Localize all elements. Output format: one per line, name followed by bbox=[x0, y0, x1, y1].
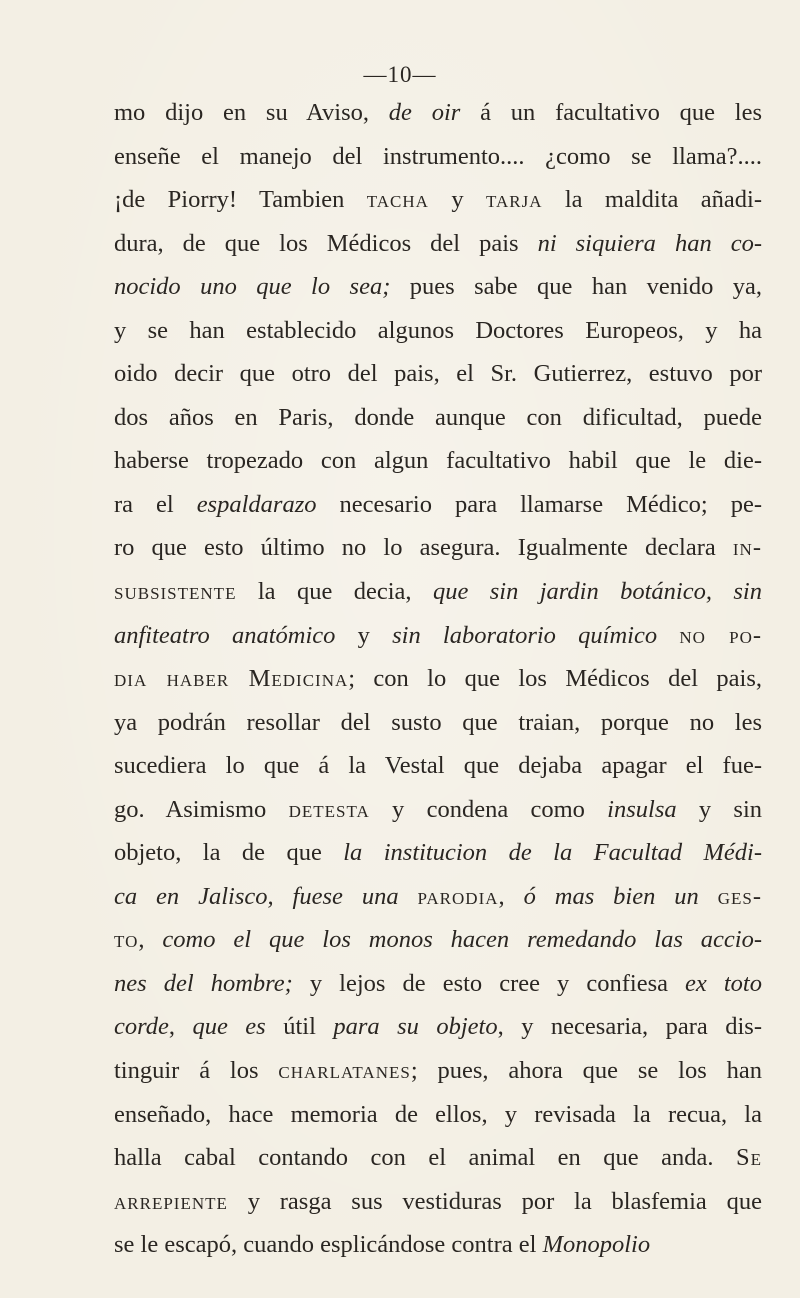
text-line bbox=[114, 701, 762, 745]
small-caps-run: arrepiente bbox=[114, 1187, 228, 1215]
text-line bbox=[114, 222, 762, 266]
text-run: ; con lo que los Médicos del pais, bbox=[348, 665, 762, 693]
text-run: enseñe el manejo del instrumento.... ¿como se llama?.... bbox=[114, 142, 762, 170]
text-line bbox=[114, 614, 762, 658]
italic-run: nes del hombre; bbox=[114, 969, 293, 997]
small-caps-run: dia haber Medicina bbox=[114, 665, 349, 693]
text-run bbox=[399, 883, 418, 910]
text-line bbox=[114, 875, 762, 919]
text-line bbox=[114, 178, 762, 222]
text-line bbox=[114, 788, 762, 832]
text-run: pues sabe que han venido ya, bbox=[390, 273, 762, 301]
italic-run: Monopolio bbox=[542, 1231, 651, 1259]
text-run: ya podrán resollar del susto que traian, porque no les bbox=[114, 708, 762, 736]
text-run: y se han establecido algunos Doctores Europeos, y ha bbox=[114, 316, 762, 344]
text-run: á un facultativo que les bbox=[460, 99, 762, 126]
text-run: ra el bbox=[114, 490, 197, 518]
text-run: halla cabal contando con el animal en que anda. bbox=[114, 1144, 736, 1172]
text-line bbox=[114, 744, 762, 788]
text-line bbox=[114, 1005, 762, 1049]
text-run: y bbox=[428, 186, 486, 214]
text-run: y condena como bbox=[369, 795, 608, 823]
text-run: go. Asimismo bbox=[114, 795, 289, 823]
text-line bbox=[114, 1136, 762, 1180]
italic-run: anfiteatro anatómico bbox=[114, 621, 336, 649]
text-line bbox=[114, 570, 762, 614]
italic-run: insulsa bbox=[607, 795, 677, 823]
text-line bbox=[114, 309, 762, 353]
text-run: ¡de Piorry! Tambien bbox=[114, 186, 367, 214]
text-run bbox=[657, 622, 679, 649]
text-run: , bbox=[498, 882, 524, 910]
italic-run: nocido uno que lo sea; bbox=[114, 273, 391, 301]
text-run: necesario para llamarse Médico; pe- bbox=[316, 490, 762, 518]
small-caps-run: to bbox=[114, 926, 139, 954]
text-line bbox=[114, 483, 762, 527]
text-line bbox=[114, 657, 762, 701]
text-run: tinguir á los bbox=[114, 1057, 279, 1085]
text-run: enseñado, hace memoria de ellos, y revisada la recua, la bbox=[114, 1100, 762, 1128]
italic-run: espaldarazo bbox=[196, 490, 317, 518]
text-run: , bbox=[168, 1013, 193, 1041]
body-text bbox=[114, 91, 762, 1267]
text-line bbox=[114, 962, 762, 1006]
italic-run: que es bbox=[192, 1013, 266, 1041]
text-run: y bbox=[335, 621, 393, 649]
text-run: dura, de que los Médicos del pais bbox=[114, 229, 538, 257]
text-run: la maldita añadi- bbox=[542, 186, 762, 214]
italic-run: que sin jardin botánico, sin bbox=[432, 578, 762, 606]
small-caps-run: Se bbox=[735, 1144, 762, 1172]
text-run: útil bbox=[265, 1013, 334, 1041]
text-run bbox=[699, 883, 718, 910]
italic-run: como el que los monos hacen remedando las accio- bbox=[162, 926, 762, 954]
small-caps-run: subsistente bbox=[114, 578, 237, 606]
text-line bbox=[114, 265, 762, 309]
small-caps-run: in- bbox=[732, 534, 762, 562]
italic-run: para su objeto bbox=[333, 1013, 498, 1041]
text-line bbox=[114, 91, 762, 135]
italic-run: ex toto bbox=[685, 969, 762, 997]
italic-run: de oir bbox=[388, 99, 461, 126]
text-run: , y necesaria, para dis- bbox=[497, 1013, 762, 1041]
text-run: y lejos de esto cree y confiesa bbox=[292, 969, 686, 997]
small-caps-run: detesta bbox=[288, 795, 370, 823]
text-run: haberse tropezado con algun facultativo habil que le die- bbox=[114, 447, 762, 475]
text-run: objeto, la de que bbox=[114, 839, 344, 867]
italic-run: ni siquiera han co- bbox=[537, 229, 762, 257]
small-caps-run: ges- bbox=[717, 882, 762, 910]
small-caps-run: parodia bbox=[417, 882, 499, 910]
text-run: ro que esto último no lo asegura. Igualmente declara bbox=[114, 534, 733, 562]
text-run: ; pues, ahora que se los han bbox=[410, 1057, 762, 1085]
italic-run: ca en Jalisco, fuese una bbox=[114, 882, 399, 910]
text-line bbox=[114, 439, 762, 483]
text-run: dos años en Paris, donde aunque con dificultad, puede bbox=[114, 403, 762, 431]
small-caps-run: tacha bbox=[366, 186, 429, 214]
italic-run: sin laboratorio químico bbox=[392, 621, 658, 649]
text-line bbox=[114, 352, 762, 396]
text-line bbox=[114, 526, 762, 570]
text-line bbox=[114, 918, 762, 962]
text-run: mo dijo en su Aviso, bbox=[114, 99, 389, 126]
text-run: , bbox=[138, 926, 163, 954]
text-run: oido decir que otro del pais, el Sr. Gutierrez, estuvo por bbox=[114, 360, 762, 388]
text-run: sucediera lo que á la Vestal que dejaba apagar el fue- bbox=[114, 752, 762, 780]
small-caps-run: tarja bbox=[485, 186, 543, 214]
text-run: se le escapó, cuando esplicándose contra el bbox=[114, 1231, 543, 1259]
text-run: y rasga sus vestiduras por la blasfemia que bbox=[227, 1187, 762, 1215]
text-line bbox=[114, 1180, 762, 1224]
italic-run: corde bbox=[114, 1013, 169, 1041]
text-run: la que decia, bbox=[236, 578, 433, 606]
text-line bbox=[114, 831, 762, 875]
text-line bbox=[114, 1093, 762, 1137]
small-caps-run: charlatanes bbox=[278, 1057, 411, 1085]
text-line bbox=[114, 135, 762, 179]
italic-run: la institucion de la Facultad Médi- bbox=[343, 839, 762, 867]
text-line bbox=[114, 396, 762, 440]
text-line bbox=[114, 1223, 762, 1267]
page-number: —10— bbox=[363, 62, 437, 87]
italic-run: ó mas bien un bbox=[523, 882, 699, 910]
text-line bbox=[114, 1049, 762, 1093]
text-run: y sin bbox=[676, 795, 762, 823]
small-caps-run: no po- bbox=[679, 621, 762, 649]
